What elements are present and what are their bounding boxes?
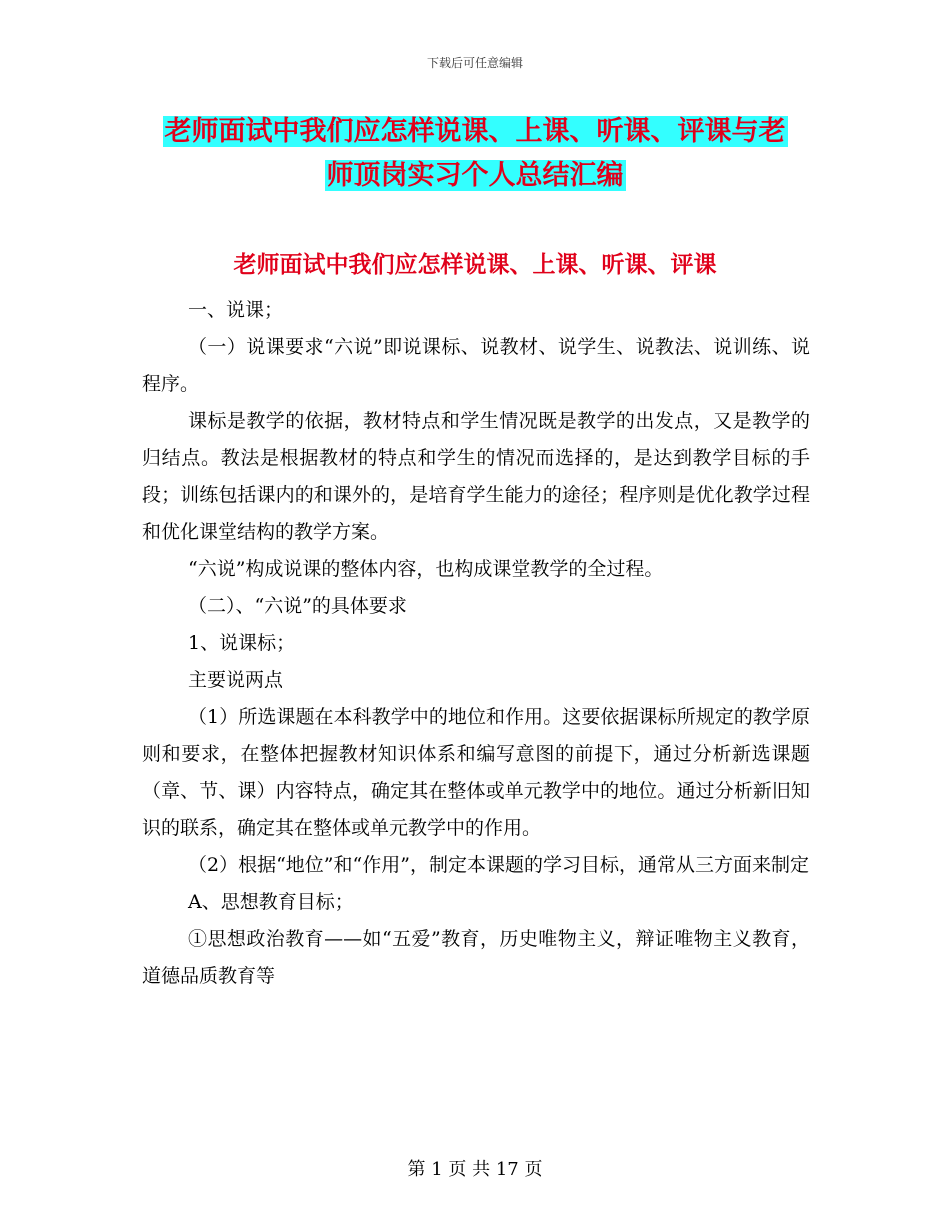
paragraph: A、思想教育目标； [188, 891, 354, 913]
paragraph: （二）、“六说”的具体要求 [188, 595, 407, 617]
title-line-1: 老师面试中我们应怎样说课、上课、听课、评课与老 [164, 116, 786, 147]
section-heading: 老师面试中我们应怎样说课、上课、听课、评课 [233, 252, 717, 278]
paragraph: （一）说课要求“六说”即说课标、说教材、说学生、说教法、说训练、说程序。 [142, 336, 810, 395]
paragraph: （2）根据“地位”和“作用”，制定本课题的学习目标，通常从三方面来制定 [188, 854, 809, 876]
paragraph: 主要说两点 [188, 669, 284, 691]
paragraph: （1）所选课题在本科教学中的地位和作用。这要依据课标所规定的教学原则和要求，在整体把握教材知识体系和编写意图的前提下，通过分析新选课题（章、节、课）内容特点，确定其在整体或单元教学中的地位。通过分析新旧知识的联系，确定其在整体或单元教学中的作用。 [142, 706, 810, 839]
paragraph: ①思想政治教育——如“五爱”教育，历史唯物主义，辩证唯物主义教育，道德品质教育等 [142, 928, 810, 987]
document-title [140, 110, 810, 198]
paragraph: “六说”构成说课的整体内容，也构成课堂教学的全过程。 [188, 558, 664, 580]
paragraph: 一、说课； [188, 299, 284, 321]
header-note: 下载后可任意编辑 [426, 56, 523, 70]
page-footer: 第 1 页 共 17 页 [407, 1159, 543, 1180]
title-line-2: 师顶岗实习个人总结汇编 [326, 160, 624, 191]
body-text [142, 292, 810, 995]
paragraph: 1、说课标； [188, 632, 296, 654]
paragraph: 课标是教学的依据，教材特点和学生情况既是教学的出发点，又是教学的归结点。教法是根据教材的特点和学生的情况而选择的，是达到教学目标的手段；训练包括课内的和课外的，是培育学生能力的途径；程序则是优化教学过程和优化课堂结构的教学方案。 [142, 410, 810, 543]
